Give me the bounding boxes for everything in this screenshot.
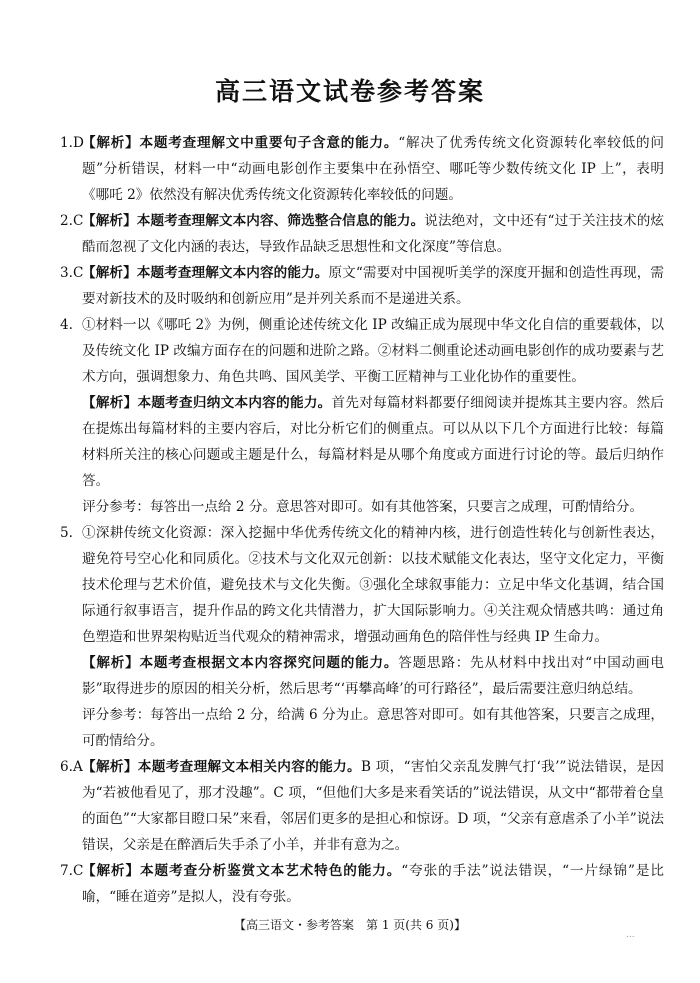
answer-item-7 [60, 858, 664, 910]
item-number: 2.C [60, 213, 84, 229]
analysis-text: B 项，“害怕父亲乱发脾气打‘我’”说法错误，是因为“若被他看见了，那才没趣”。C 项，“但他们大多是来看笑话的”说法错误，从文中“都带着仓皇的面色”“大家都目瞪口呆”来看，邻居们更多的是担心和惊讶。D 项，“父亲有意虐杀了小羊”说法错误，父亲是在醉酒后失手杀了小羊，并非有意为之。 [82, 759, 664, 853]
score-note: 评分参考：每答出一点给 2 分。意思答对即可。如有其他答案，只要言之成理，可酌情给分。 [82, 499, 644, 515]
item-number: 7.C [60, 863, 84, 879]
analysis-tag: 【解析】本题考查分析鉴赏文本艺术特色的能力。 [82, 863, 402, 879]
answer-content [60, 130, 664, 910]
answer-text: ①材料一以《哪吒 2》为例，侧重论述传统文化 IP 改编正成为展现中华文化自信的重要载体，以及传统文化 IP 改编方面存在的问题和进阶之路。②材料二侧重论述动画电影创作的成功要素与艺术方向，强调想象力、角色共鸣、国风美学、平衡工匠精神与工业化协作的重要性。 [82, 317, 664, 385]
item-number: 4. [60, 317, 73, 333]
answer-item-2 [60, 208, 664, 260]
answer-item-6 [60, 754, 664, 858]
analysis-tag: 【解析】本题考查理解文本内容的能力。 [82, 265, 329, 281]
analysis-tag: 【解析】本题考查根据文本内容探究问题的能力。 [82, 655, 399, 671]
item-number: 3.C [60, 265, 84, 281]
page-title: 高三语文试卷参考答案 [214, 77, 485, 106]
analysis-text: 说法绝对，文中还有“过于关注技术的炫酷而忽视了文化内涵的表达，导致作品缺乏思想性和文化深度”等信息。 [82, 213, 665, 255]
analysis-tag: 【解析】本题考查归纳文本内容的能力。 [82, 395, 332, 411]
item-number: 5. [60, 525, 73, 541]
answer-item-5 [60, 520, 664, 754]
corner-mark: ... [626, 930, 635, 940]
answer-item-1 [60, 130, 664, 208]
page-footer: 【高三语文・参考答案 第 1 页(共 6 页)】 [234, 918, 466, 932]
analysis-text: “解决了优秀传统文化资源转化率较低的问题”分析错误，材料一中“动画电影创作主要集中在孙悟空、哪吒等少数传统文化 IP 上”，表明《哪吒 2》依然没有解决优秀传统文化资源转化率较低的问题。 [82, 135, 665, 203]
item-number: 6.A [60, 759, 83, 775]
analysis-tag: 【解析】本题考查理解文本相关内容的能力。 [82, 759, 362, 775]
analysis-tag: 【解析】本题考查理解文本内容、筛选整合信息的能力。 [82, 213, 425, 229]
analysis-text: 答题思路：先从材料中找出对“中国动画电影”取得进步的原因的相关分析，然后思考“‘再攀高峰’的可行路径”，最后需要注意归纳总结。 [82, 655, 665, 697]
analysis-text: 首先对每篇材料都要仔细阅读并提炼其主要内容。然后在提炼出每篇材料的主要内容后，对比分析它们的侧重点。可以从以下几个方面进行比较：每篇材料所关注的核心问题或主题是什么，每篇材料是从哪个角度或方面进行讨论的等。最后归纳作答。 [82, 395, 665, 489]
answer-text: ①深耕传统文化资源：深入挖掘中华优秀传统文化的精神内核，进行创造性转化与创新性表达，避免符号空心化和同质化。②技术与文化双元创新：以技术赋能文化表达，坚守文化定力，平衡技术伦理与艺术价值，避免技术与文化失衡。③强化全球叙事能力：立足中华文化基调，结合国际通行叙事语言，提升作品的跨文化共情潜力，扩大国际影响力。④关注观众情感共鸣：通过角色塑造和世界架构贴近当代观众的精神需求，增强动画角色的陪伴性与经典 IP 生命力。 [82, 525, 664, 645]
item-number: 1.D [60, 135, 84, 151]
answer-item-3 [60, 260, 664, 312]
score-note: 评分参考：每答出一点给 2 分，给满 6 分为止。意思答对即可。如有其他答案，只要言之成理，可酌情给分。 [82, 707, 664, 749]
analysis-text: “夸张的手法”说法错误，“一片绿锦”是比喻，“睡在道旁”是拟人，没有夸张。 [82, 863, 664, 905]
analysis-tag: 【解析】本题考查理解文中重要句子含意的能力。 [82, 135, 399, 151]
answer-item-4 [60, 312, 664, 520]
analysis-text: 原文“需要对中国视听美学的深度开掘和创造性再现，需要对新技术的及时吸纳和创新应用”是并列关系而不是递进关系。 [82, 265, 664, 307]
